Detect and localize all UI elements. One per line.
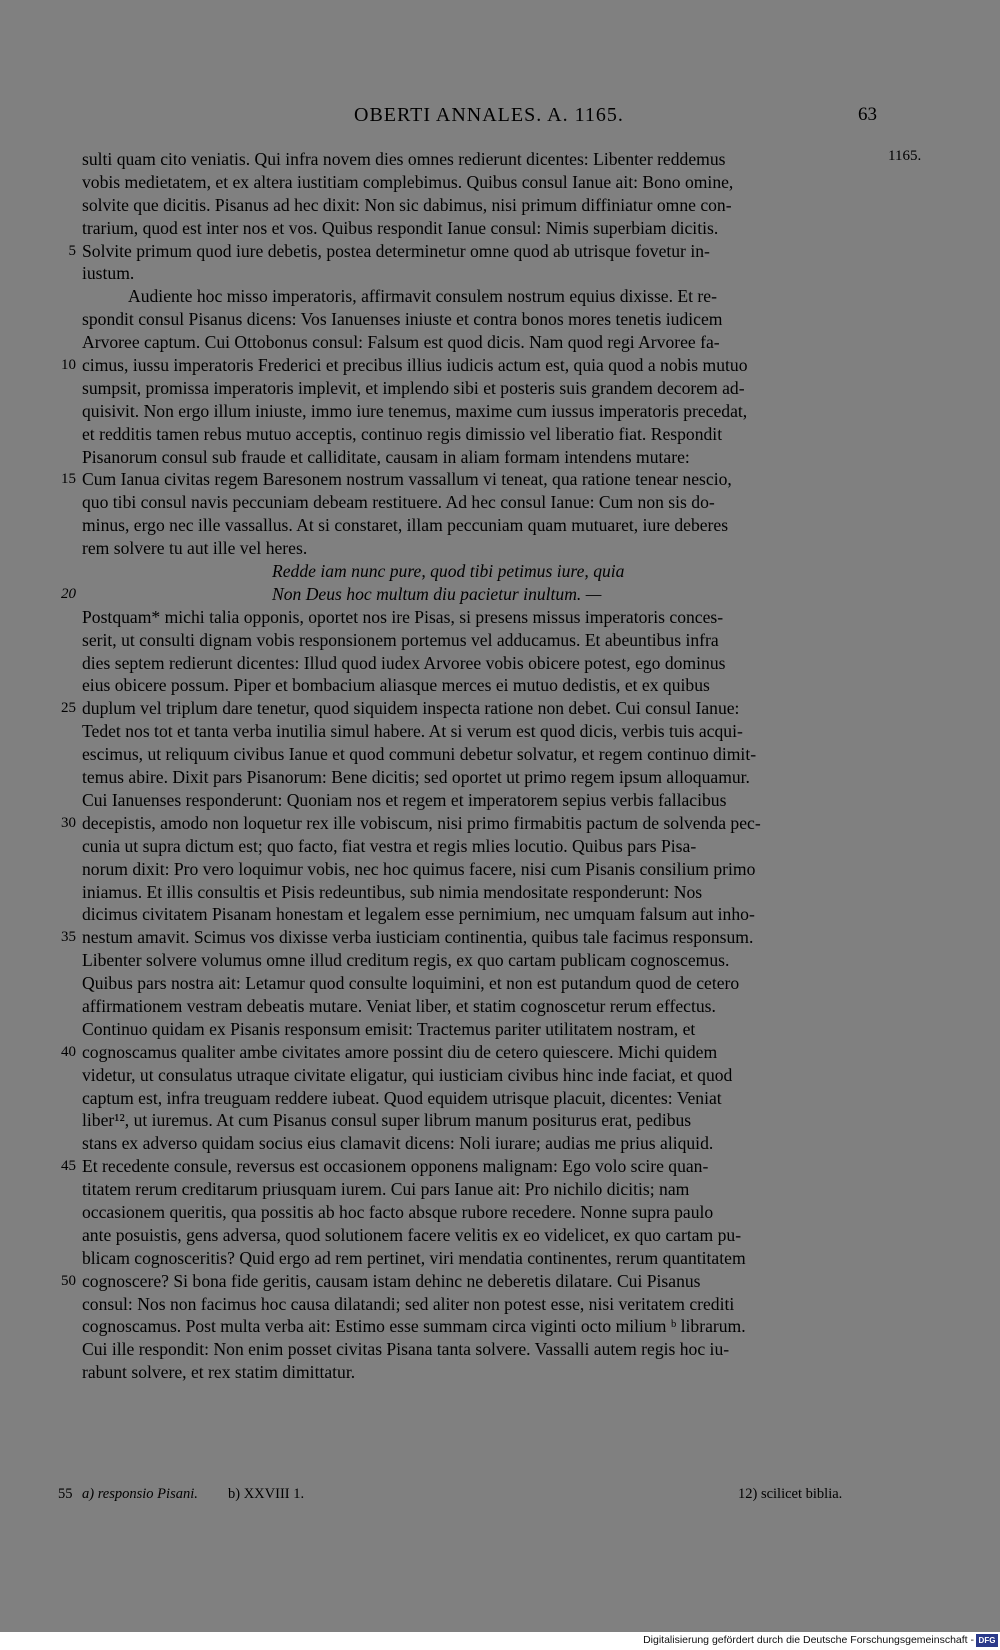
text-line — [61, 1270, 882, 1293]
text-line — [61, 354, 882, 377]
line-text: cognoscamus qualiter ambe civitates amore possint diu de cetero quiescere. Michi quidem — [82, 1041, 718, 1062]
line-text: affirmationem vestram debeatis mutare. Veniat liber, et statim cognoscetur rerum effectus. — [82, 995, 716, 1016]
text-line — [82, 446, 882, 469]
line-text: dies septem redierunt dicentes: Illud quod iudex Arvoree vobis obicere potest, ego dominus — [82, 652, 726, 673]
text-line — [82, 308, 882, 331]
line-text: norum dixit: Pro vero loquimur vobis, nec hoc quimus facere, nisi cum Pisanis consilium primo — [82, 858, 756, 879]
text-line — [61, 697, 882, 720]
line-text: Quibus pars nostra ait: Letamur quod consulte loquimini, et non est putandum quod de cetero — [82, 973, 740, 994]
text-line — [82, 835, 882, 858]
line-text: sulti quam cito veniatis. Qui infra novem dies omnes redierunt dicentes: Libenter reddemus — [82, 149, 726, 169]
text-line — [82, 491, 882, 514]
line-text: Continuo quidam ex Pisanis responsum emisit: Tractemus pariter utilitatem nostram, et — [82, 1018, 696, 1039]
line-text: stans ex adverso quidam socius eius clamavit dicens: Noli iurare; audias me prius aliquid. — [82, 1133, 714, 1154]
line-text: quo tibi consul navis peccuniam debeam restituere. Ad hec consul Ianue: Cum non sis do- — [82, 492, 715, 513]
line-text: sumpsit, promissa imperatoris implevit, et implendo sibi et posteris suis grandem decorem ad- — [82, 377, 745, 398]
text-line — [82, 1018, 882, 1041]
text-line — [82, 674, 882, 697]
line-text: Tedet nos tot et tanta verba inutilia simul habere. At si verum est quod dicis, verbis tuis acqui- — [82, 721, 743, 742]
text-line — [82, 148, 882, 171]
body-text — [61, 148, 922, 1384]
text-line — [82, 949, 882, 972]
text-line — [61, 1155, 882, 1178]
text-line — [82, 1224, 882, 1247]
line-number: 40 — [61, 1043, 76, 1060]
text-line — [82, 743, 882, 766]
line-text: Libenter solvere volumus omne illud creditum regis, ex quo cartam publicam cognoscemus. — [82, 950, 730, 971]
text-line — [82, 171, 882, 194]
text-line — [82, 789, 882, 812]
text-line — [82, 1201, 882, 1224]
line-text: solvite que dicitis. Pisanus ad hec dixit: Non sic dabimus, nisi primum diffiniatur omne con- — [82, 194, 732, 215]
line-text: eius obicere possum. Piper et bombacium aliasque merces ei mutuo dedistis, et ex quibus — [82, 675, 710, 696]
line-text: ante posuistis, gens adversa, quod solutionem facere velitis ex eo videlicet, ex quo cartam pu- — [82, 1224, 742, 1245]
line-text: cognoscamus. Post multa verba ait: Estimo esse summam circa viginti octo milium ᵇ librarum. — [82, 1316, 746, 1337]
line-text: Cui ille respondit: Non enim posset civitas Pisana tanta solvere. Vassalli autem regis hoc iu- — [82, 1339, 730, 1360]
text-line — [82, 858, 882, 881]
text-line — [61, 812, 882, 835]
line-text: titatem rerum creditarum priusquam iurem. Cui pars Ianue ait: Pro nichilo dicitis; nam — [82, 1179, 690, 1200]
line-number: 10 — [61, 357, 76, 374]
footnote-a: a) responsio Pisani. — [82, 1486, 198, 1502]
line-text: vobis medietatem, et ex altera iustitiam complebimus. Quibus consul Ianue ait: Bono omine, — [82, 171, 734, 192]
footnotes — [58, 1486, 888, 1510]
line-text: Et recedente consule, reversus est occasionem opponens malignam: Ego volo scire quan- — [82, 1156, 709, 1177]
credit-bar — [0, 1632, 1000, 1650]
line-text: rabunt solvere, et rex statim dimittatur. — [82, 1362, 356, 1383]
line-text: videtur, ut consulatus utraque civitate eligatur, qui iusticiam civibus hinc inde faciat, et quod — [82, 1064, 733, 1085]
text-line — [82, 903, 882, 926]
line-text: minus, ergo nec ille vassallus. At si constaret, illam peccuniam quam mutuaret, iure deberes — [82, 515, 729, 536]
text-line — [82, 377, 882, 400]
text-line — [61, 583, 882, 606]
text-line — [82, 537, 882, 560]
line-text: Cui Ianuenses responderunt: Quoniam nos et regem et imperatorem sepius verbis fallacibus — [82, 789, 727, 810]
line-text: Cum Ianua civitas regem Baresonem nostrum vassallum vi teneat, qua ratione tenear nescio, — [82, 469, 732, 490]
text-line — [61, 926, 882, 949]
line-number: 50 — [61, 1272, 76, 1289]
text-line — [82, 720, 882, 743]
text-line — [82, 629, 882, 652]
text-line — [82, 1361, 882, 1384]
text-line — [68, 240, 882, 263]
running-title: OBERTI ANNALES. A. 1165. — [354, 104, 624, 126]
line-text: liber¹², ut iuremus. At cum Pisanus consul super librum manum positurus erat, pedibus — [82, 1110, 692, 1131]
text-line — [82, 1132, 882, 1155]
line-number: 20 — [61, 585, 76, 602]
text-line — [82, 514, 882, 537]
line-text: occasionem queritis, qua possitis ab hoc facto absque rubore recedere. Nonne supra paulo — [82, 1201, 714, 1222]
line-number: 30 — [61, 814, 76, 831]
text-line — [82, 766, 882, 789]
text-line — [82, 1064, 882, 1087]
line-text: Arvoree captum. Cui Ottobonus consul: Falsum est quod dicis. Nam quod regi Arvoree fa- — [82, 332, 720, 353]
line-number: 35 — [61, 929, 76, 946]
text-line — [82, 285, 882, 308]
text-line — [82, 1247, 882, 1270]
line-text: cognoscere? Si bona fide geritis, causam istam dehinc ne deberetis dilatare. Cui Pisanus — [82, 1270, 701, 1291]
line-text: Audiente hoc misso imperatoris, affirmavit consulem nostrum equius dixisse. Et re- — [128, 286, 717, 307]
line-text: blicam cognosceritis? Quid ergo ad rem pertinet, viri mendatia continentes, rerum quantitatem — [82, 1247, 746, 1268]
text-line — [82, 1338, 882, 1361]
page-header — [0, 104, 1000, 132]
credit-text: Digitalisierung gefördert durch die Deutsche Forschungsgemeinschaft - — [643, 1634, 974, 1646]
line-text: quisivit. Non ergo illum iniuste, immo iure tenemus, maxime cum iussus imperatoris precedat, — [82, 400, 748, 421]
text-line — [82, 606, 882, 629]
text-line — [82, 400, 882, 423]
line-text: iniamus. Et illis consultis et Pisis redeuntibus, sub nimia mendositate responderunt: Nos — [82, 881, 703, 902]
line-text: cimus, iussu imperatoris Frederici et precibus illius iudicis actum est, quia quod a nobis mutuo — [82, 355, 748, 376]
page-number: 63 — [858, 104, 877, 125]
text-lines — [61, 148, 882, 1384]
line-number: 25 — [61, 700, 76, 717]
line-text: temus abire. Dixit pars Pisanorum: Bene dicitis; sed oportet ut primo regem ipsum alloquamur. — [82, 767, 750, 788]
line-text: et redditis tamen rebus mutuo acceptis, continuo regis dimissio vel liberatio fiat. Respondit — [82, 423, 723, 444]
line-text: trarium, quod est inter nos et vos. Quibus respondit Ianue consul: Nimis superbiam dicitis. — [82, 217, 719, 238]
line-text: cunia ut supra dictum est; quo facto, fiat vestra et regis mlies locutio. Quibus pars Pisa- — [82, 835, 697, 856]
line-number: 45 — [61, 1158, 76, 1175]
line-number: 15 — [61, 471, 76, 488]
line-text: nestum amavit. Scimus vos dixisse verba iusticiam continentia, quibus tale facimus responsum. — [82, 927, 754, 948]
line-text: Pisanorum consul sub fraude et calliditate, causam in aliam formam intendens mutare: — [82, 446, 690, 467]
text-line — [82, 560, 882, 583]
margin-year: 1165. — [888, 148, 922, 164]
line-text: Non Deus hoc multum diu pacietur inultum. — — [272, 583, 602, 604]
line-text: escimus, ut reliquum civibus Ianue et quod communi debetur solvatur, et regem continuo dimit- — [82, 744, 757, 765]
line-text: dicimus civitatem Pisanam honestam et legalem esse pernimium, nec umquam falsum aut inho- — [82, 904, 755, 925]
line-text: spondit consul Pisanus dicens: Vos Ianuenses iniuste et contra bonos mores tenetis iudicem — [82, 309, 723, 330]
line-text: captum est, infra treuguam reddere iubeat. Quod equidem utrisque placuit, dicentes: Veniat — [82, 1087, 722, 1108]
footnote-b: b) XXVIII 1. — [228, 1486, 305, 1502]
line-text: Solvite primum quod iure debetis, postea determinetur omne quod ab utrisque fovetur in- — [82, 240, 710, 261]
line-number: 5 — [68, 242, 76, 259]
line-text: iustum. — [82, 263, 135, 284]
text-line — [82, 217, 882, 240]
text-line — [82, 423, 882, 446]
text-line — [82, 972, 882, 995]
text-line — [82, 1087, 882, 1110]
line-text: serit, ut consulti dignam vobis responsionem portemus vel adducamus. Et abeuntibus infra — [82, 629, 719, 650]
text-line — [82, 995, 882, 1018]
line-text: consul: Nos non facimus hoc causa dilatandi; sed aliter non potest esse, nisi veritatem crediti — [82, 1293, 735, 1314]
line-text: duplum vel triplum dare tenetur, quod siquidem inspecta ratione non debet. Cui consul Ianue: — [82, 698, 740, 719]
text-line — [82, 881, 882, 904]
footnote-line-number: 55 — [58, 1486, 73, 1502]
line-text: rem solvere tu aut ille vel heres. — [82, 538, 308, 559]
text-line — [82, 652, 882, 675]
text-line — [82, 1315, 882, 1338]
text-line — [82, 194, 882, 217]
text-line — [82, 1109, 882, 1132]
line-text: Redde iam nunc pure, quod tibi petimus iure, quia — [272, 561, 625, 582]
text-line — [61, 468, 882, 491]
text-line — [82, 331, 882, 354]
text-line — [82, 262, 882, 285]
footnote-12: 12) scilicet biblia. — [738, 1486, 843, 1502]
text-line — [82, 1178, 882, 1201]
text-line — [82, 1293, 882, 1316]
dfg-logo: DFG — [976, 1634, 998, 1647]
text-line — [61, 1041, 882, 1064]
line-text: decepistis, amodo non loquetur rex ille vobiscum, nisi primo firmabitis pactum de solvenda pec- — [82, 812, 761, 833]
line-text: Postquam* michi talia opponis, oportet nos ire Pisas, si presens missus imperatoris conces- — [82, 606, 724, 627]
